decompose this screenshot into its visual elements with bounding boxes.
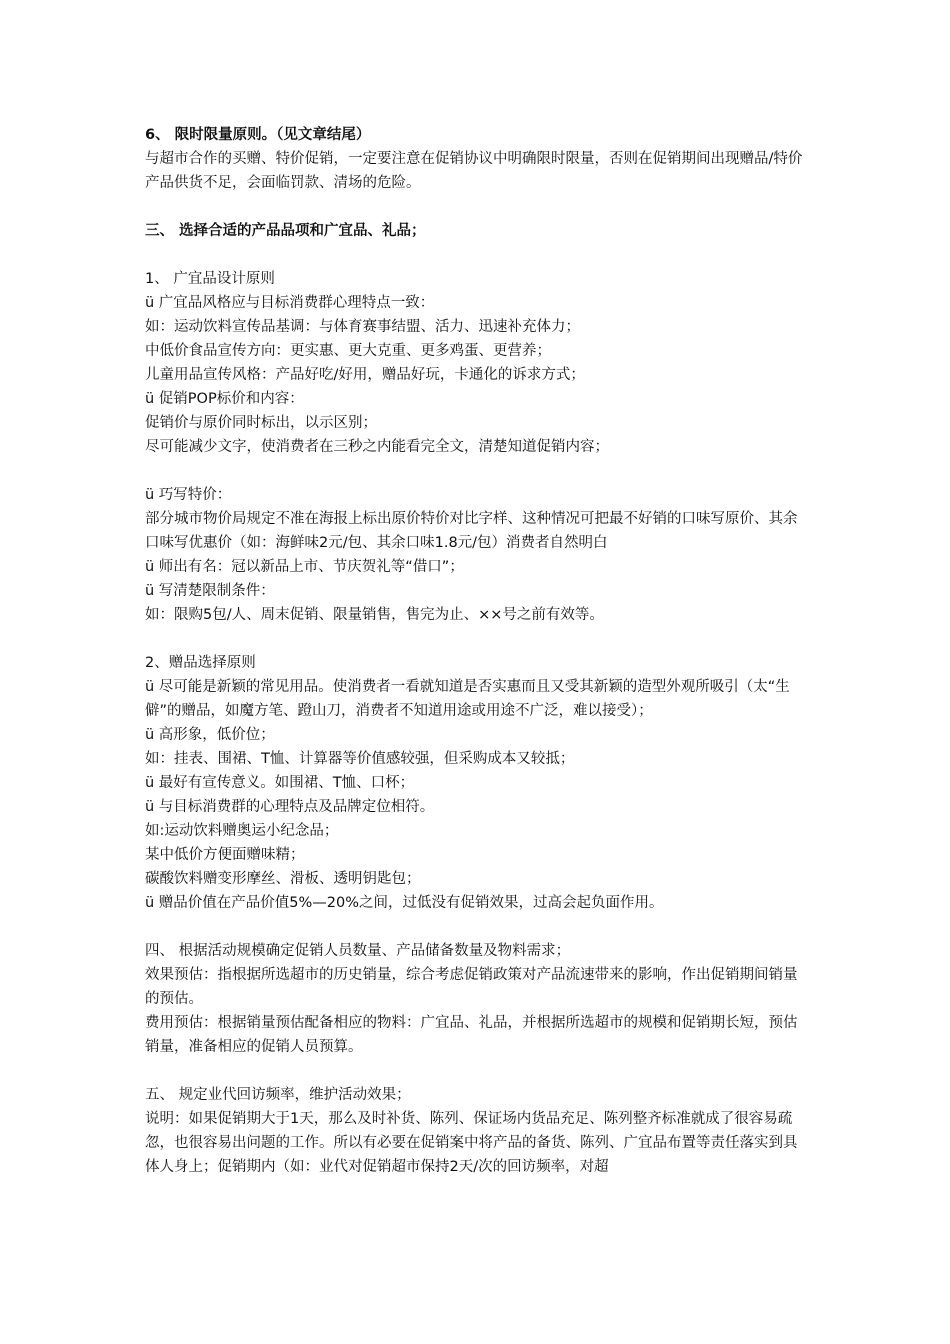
subsection-3-1-title: 1、 广宜品设计原则 xyxy=(145,271,275,287)
text-line: ü 促销POP标价和内容： xyxy=(145,391,304,407)
text-line: 如：运动饮料宣传品基调：与体育赛事结盟、活力、迅速补充体力； xyxy=(145,319,580,335)
text-line: ü 巧写特价： xyxy=(145,487,232,503)
text-paragraph: ü 尽可能是新颖的常见用品。使消费者一看就知道是否实惠而且又受其新颖的造型外观所吸引（太“生僻”的赠品，如魔方笔、蹬山刀，消费者不知道用途或用途不广泛，难以接受）； xyxy=(145,679,790,719)
text-line: ü 赠品价值在产品价值5%—20%之间，过低没有促销效果，过高会起负面作用。 xyxy=(145,895,664,911)
text-line: ü 师出有名：冠以新品上市、节庆贺礼等“借口”； xyxy=(145,559,464,575)
text-paragraph: 说明：如果促销期大于1天，那么及时补货、陈列、保证场内货品充足、陈列整齐标准就成了很容易疏忽，也很容易出问题的工作。所以有必要在促销案中将产品的备货、陈列、广宜品布置等责任落实到具体人身上；促销期内（如：业代对促销超市保持2天/次的回访频率，对超 xyxy=(145,1111,798,1175)
text-line: 如：挂表、围裙、T恤、计算器等价值感较强，但采购成本又较抵； xyxy=(145,751,575,767)
subsection-3-2-title: 2、赠品选择原则 xyxy=(145,655,256,671)
text-line: ü 高形象，低价位； xyxy=(145,727,275,743)
section-5-title: 五、 规定业代回访频率，维护活动效果； xyxy=(145,1087,411,1103)
text-paragraph: 部分城市物价局规定不准在海报上标出原价特价对比字样、这种情况可把最不好销的口味写原价、其余口味写优惠价（如：海鲜味2元/包、其余口味1.8元/包）消费者自然明白 xyxy=(145,511,798,551)
text-paragraph: 效果预估：指根据所选超市的历史销量，综合考虑促销政策对产品流速带来的影响，作出促销期间销量的预估。 xyxy=(145,967,798,1007)
paragraph-6: 与超市合作的买赠、特价促销，一定要注意在促销协议中明确限时限量，否则在促销期间出现赠品/特价产品供货不足，会面临罚款、清场的危险。 xyxy=(145,151,803,191)
blank-line xyxy=(145,627,810,651)
document-body xyxy=(145,123,810,1179)
blank-line xyxy=(145,195,810,219)
text-line: 促销价与原价同时标出，以示区别； xyxy=(145,415,377,431)
text-line: 如:运动饮料赠奥运小纪念品； xyxy=(145,823,339,839)
text-line: ü 最好有宣传意义。如围裙、T恤、口杯； xyxy=(145,775,415,791)
text-line: ü 与目标消费群的心理特点及品牌定位相符。 xyxy=(145,799,435,815)
text-line: 某中低价方便面赠味精； xyxy=(145,847,305,863)
text-line: 如：限购5包/人、周末促销、限量销售，售完为止、××号之前有效等。 xyxy=(145,607,604,623)
text-line: 尽可能减少文字，使消费者在三秒之内能看完全文，清楚知道促销内容； xyxy=(145,439,609,455)
section-3-title: 三、 选择合适的产品品项和广宜品、礼品； xyxy=(145,223,426,239)
blank-line xyxy=(145,459,810,483)
text-line: 中低价食品宣传方向：更实惠、更大克重、更多鸡蛋、更营养； xyxy=(145,343,551,359)
section-4-title: 四、 根据活动规模确定促销人员数量、产品储备数量及物料需求； xyxy=(145,943,571,959)
text-paragraph: 费用预估：根据销量预估配备相应的物料：广宜品、礼品，并根据所选超市的规模和促销期长短，预估销量，准备相应的促销人员预算。 xyxy=(145,1015,798,1055)
blank-line xyxy=(145,243,810,267)
text-line: ü 广宜品风格应与目标消费群心理特点一致： xyxy=(145,295,435,311)
text-line: 碳酸饮料赠变形摩丝、滑板、透明钥匙包； xyxy=(145,871,421,887)
text-line: ü 写清楚限制条件： xyxy=(145,583,275,599)
blank-line xyxy=(145,915,810,939)
heading-6: 6、 限时限量原则。（见文章结尾） xyxy=(145,127,371,143)
text-line: 儿童用品宣传风格：产品好吃/好用，赠品好玩，卡通化的诉求方式； xyxy=(145,367,585,383)
blank-line xyxy=(145,1059,810,1083)
